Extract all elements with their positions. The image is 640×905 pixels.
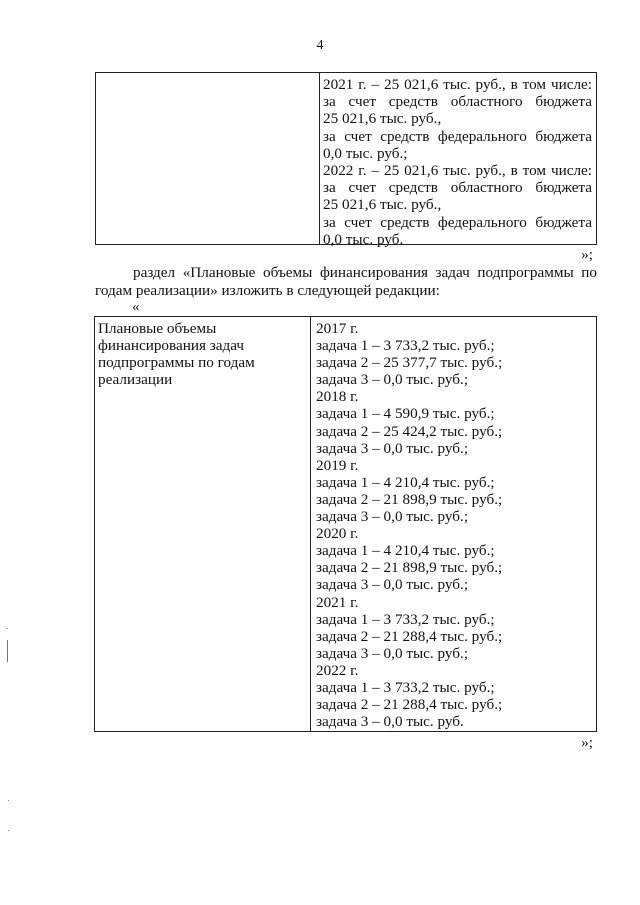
task-line: задача 1 – 3 733,2 тыс. руб.;: [316, 610, 495, 628]
closing-quote: »;: [581, 246, 593, 263]
task-line: задача 3 – 0,0 тыс. руб.;: [316, 644, 469, 662]
task-line: задача 2 – 21 898,9 тыс. руб.;: [316, 559, 503, 577]
task-line: задача 2 – 25 424,2 тыс. руб.;: [316, 422, 503, 440]
table1-line: 25 021,6 тыс. руб.,: [323, 196, 442, 214]
table1-line: за счет средств областного бюджета: [323, 179, 592, 197]
table1-line: 0,0 тыс. руб.: [323, 230, 404, 248]
scan-dot: [8, 830, 9, 831]
task-line: задача 3 – 0,0 тыс. руб.;: [316, 508, 469, 526]
task-line: задача 1 – 3 733,2 тыс. руб.;: [316, 678, 495, 696]
scan-dot: [8, 800, 9, 801]
task-line: задача 2 – 21 898,9 тыс. руб.;: [316, 490, 503, 508]
table1-line: 2022 г. – 25 021,6 тыс. руб., в том числе:: [323, 161, 592, 179]
task-line: задача 2 – 21 288,4 тыс. руб.;: [316, 696, 503, 714]
table1-line: 2021 г. – 25 021,6 тыс. руб., в том числе:: [323, 76, 592, 93]
closing-quote: »;: [581, 734, 593, 751]
table1-line: за счет средств федерального бюджета: [323, 127, 592, 145]
amendment-paragraph: раздел «Плановые объемы финансирования задач подпрограммы по годам реализации» изложить в следующей редакции:: [95, 264, 597, 299]
scan-margin-mark: [7, 640, 8, 662]
table1-line: за счет средств областного бюджета: [323, 93, 592, 111]
table2-left-line: Плановые объемы: [98, 320, 217, 337]
table2-left-line: реализации: [98, 371, 173, 389]
year-line: 2020 г.: [316, 525, 359, 543]
table2-left-cell: [95, 317, 311, 731]
table1-line: 25 021,6 тыс. руб.,: [323, 110, 442, 128]
table1-line: 0,0 тыс. руб.;: [323, 144, 408, 162]
task-line: задача 1 – 4 590,9 тыс. руб.;: [316, 405, 495, 423]
table1-right-cell: [320, 73, 596, 248]
table1-left-cell: [96, 73, 320, 244]
year-line: 2018 г.: [316, 388, 359, 406]
year-line: 2017 г.: [316, 320, 359, 337]
page-number: 4: [316, 38, 324, 53]
task-line: задача 2 – 25 377,7 тыс. руб.;: [316, 354, 503, 372]
task-line: задача 1 – 4 210,4 тыс. руб.;: [316, 542, 495, 560]
year-line: 2022 г.: [316, 661, 359, 679]
table1-line: за счет средств федерального бюджета: [323, 213, 592, 231]
task-line: задача 1 – 4 210,4 тыс. руб.;: [316, 473, 495, 491]
financing-table-continuation: [95, 72, 597, 248]
table2-left-line: подпрограммы по годам: [98, 354, 255, 372]
table2-left-line: финансирования задач: [98, 337, 245, 355]
year-line: 2021 г.: [316, 593, 359, 611]
opening-quote: «: [132, 298, 140, 315]
task-line: задача 1 – 3 733,2 тыс. руб.;: [316, 337, 495, 355]
task-line: задача 3 – 0,0 тыс. руб.;: [316, 576, 469, 594]
task-line: задача 3 – 0,0 тыс. руб.;: [316, 371, 469, 389]
year-line: 2019 г.: [316, 456, 359, 474]
scan-dot: [7, 628, 8, 629]
table2-right-cell: [311, 317, 596, 731]
task-line: задача 3 – 0,0 тыс. руб.: [316, 713, 464, 731]
task-line: задача 3 – 0,0 тыс. руб.;: [316, 439, 469, 457]
planned-financing-table: [94, 316, 597, 732]
task-line: задача 2 – 21 288,4 тыс. руб.;: [316, 627, 503, 645]
